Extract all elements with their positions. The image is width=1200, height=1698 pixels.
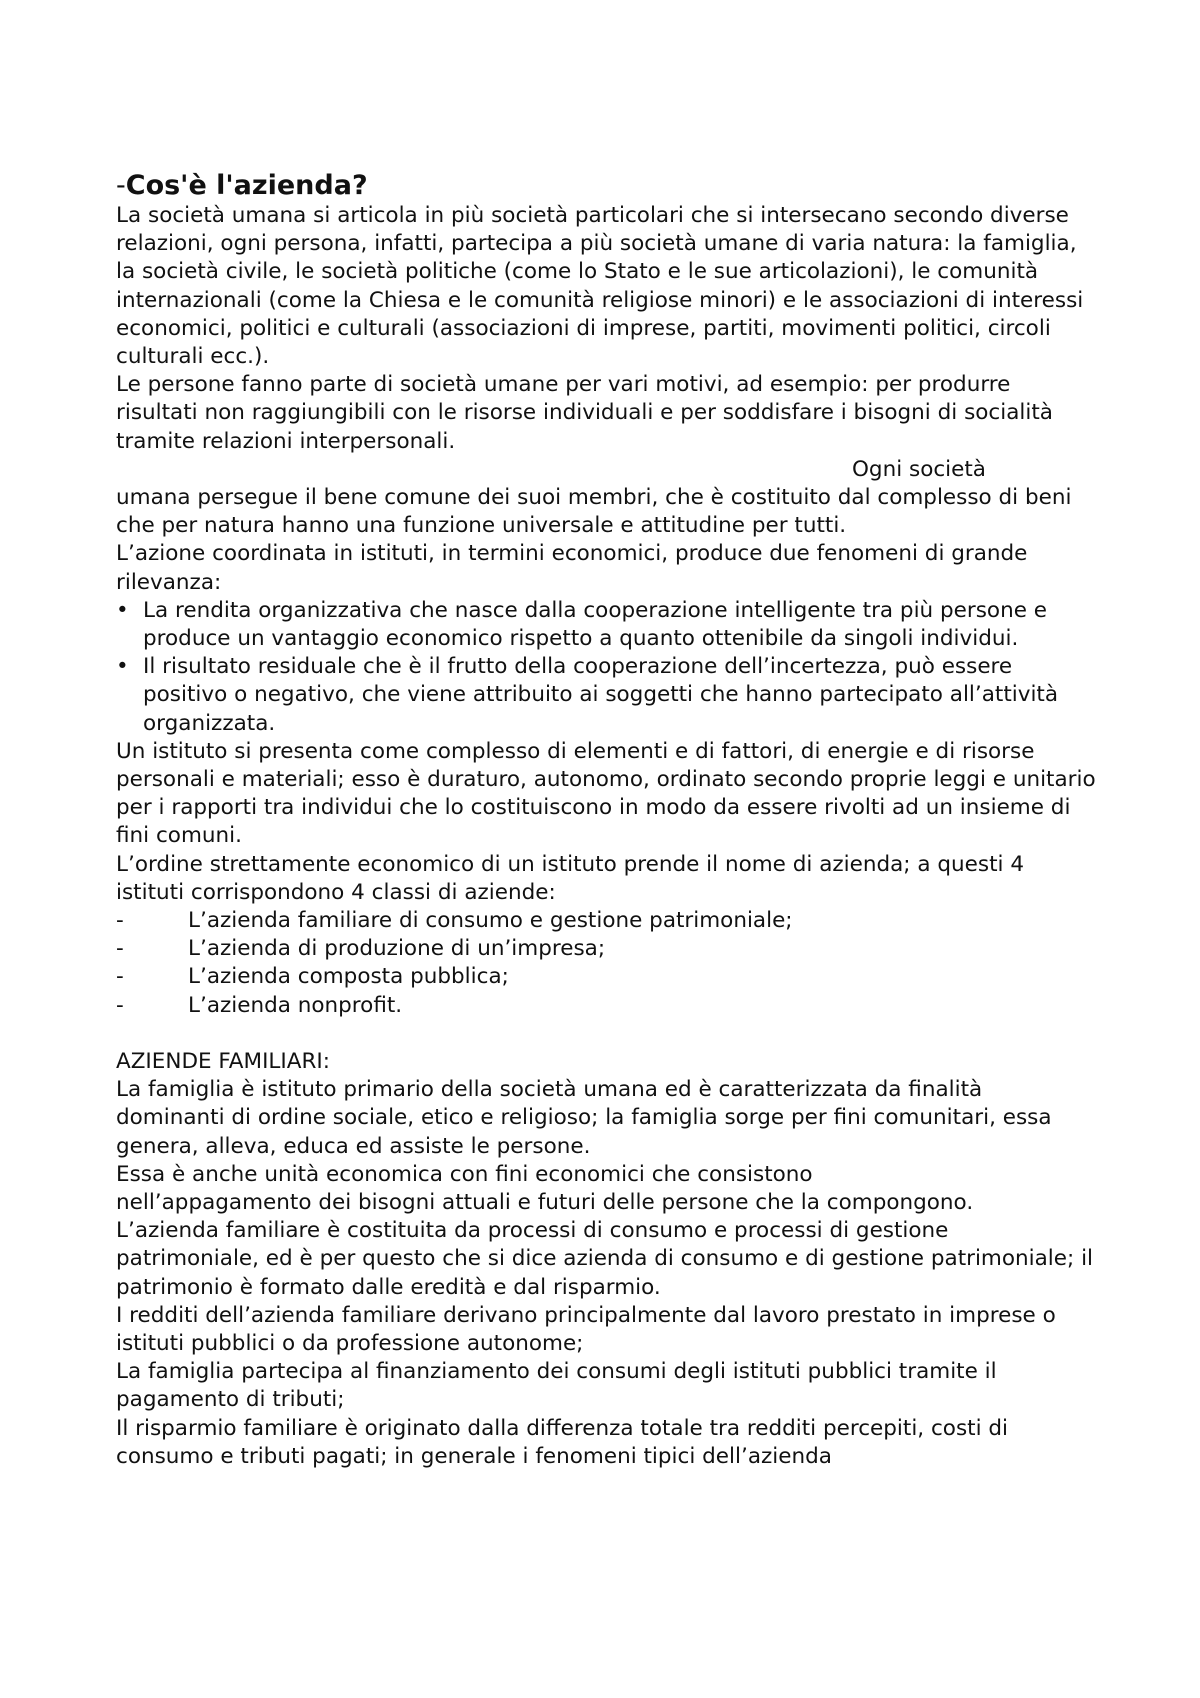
list-item: [116, 597, 1096, 653]
dash-text: L’azienda nonprofit.: [188, 992, 403, 1018]
list-item: [116, 963, 1096, 991]
dash-text: L’azienda di produzione di un’impresa;: [188, 936, 606, 962]
paragraph-unita-economica-line2: nell’appagamento dei bisogni attuali e futuri delle persone che la compongono.: [116, 1189, 974, 1215]
paragraph-unita-economica-line1: Essa è anche unità economica con fini economici che consistono: [116, 1161, 813, 1187]
bullet-text: Il risultato residuale che è il frutto della cooperazione dell’incertezza, può essere positivo o negativo, che viene attribuito ai soggetti che hanno partecipato all’attività organizzata.: [143, 654, 1059, 736]
title-dash: -: [116, 170, 126, 201]
list-item: [116, 907, 1096, 935]
paragraph-tributi: La famiglia partecipa al finanziamento dei consumi degli istituti pubblici tramite il pagamento di tributi;: [116, 1359, 997, 1413]
paragraph-persone: Le persone fanno parte di società umane per vari motivi, ad esempio: per produrre risultati non raggiungibili con le risorse individuali e per soddisfare i bisogni di socialità tramite relazioni interpersonali.: [116, 372, 1053, 454]
paragraph-azione-coordinata: L’azione coordinata in istituti, in termini economici, produce due fenomeni di grande rilevanza:: [116, 541, 1028, 595]
document-page: [116, 170, 1096, 1471]
bullet-icon: •: [116, 597, 129, 623]
spacer: [116, 1020, 1096, 1048]
paragraph-ogni-societa-start: Ogni società: [852, 456, 986, 482]
paragraph-ordine-economico: L’ordine strettamente economico di un istituto prende il nome di azienda; a questi 4 istituti corrispondono 4 classi di aziende:: [116, 851, 1025, 905]
dash-text: L’azienda composta pubblica;: [188, 964, 509, 990]
paragraph-redditi: I redditi dell’azienda familiare derivano principalmente dal lavoro prestato in imprese o istituti pubblici o da professione autonome;: [116, 1302, 1056, 1356]
title-text: Cos'è l'azienda?: [125, 170, 368, 201]
list-item: [116, 992, 1096, 1020]
paragraph-unita-economica: [116, 1161, 1096, 1217]
list-item: [116, 653, 1096, 738]
list-item: [116, 935, 1096, 963]
section-heading: AZIENDE FAMILIARI:: [116, 1048, 330, 1074]
dash-list: [116, 907, 1096, 1020]
bullet-icon: •: [116, 654, 129, 680]
bullet-text: La rendita organizzativa che nasce dalla cooperazione intelligente tra più persone e produce un vantaggio economico rispetto a quanto ottenibile da singoli individui.: [143, 597, 1047, 652]
dash-marker: -: [116, 992, 124, 1018]
dash-marker: -: [116, 908, 124, 934]
dash-text: L’azienda familiare di consumo e gestione patrimoniale;: [188, 908, 793, 934]
paragraph-bene-comune: umana persegue il bene comune dei suoi membri, che è costituito dal complesso di beni che per natura hanno una funzione universale e attitudine per tutti.: [116, 485, 1072, 539]
paragraph-famiglia: La famiglia è istituto primario della società umana ed è caratterizzata da finalità dominanti di ordine sociale, etico e religioso; la famiglia sorge per fini comunitari, essa genera, alleva, educa ed assiste le persone.: [116, 1077, 1052, 1159]
dash-marker: -: [116, 936, 124, 962]
paragraph-azienda-familiare: L’azienda familiare è costituita da processi di consumo e processi di gestione patrimoniale, ed è per questo che si dice azienda di consumo e di gestione patrimoniale; il patrimonio è formato dalle eredità e dal risparmio.: [116, 1218, 1094, 1300]
paragraph-risparmio: Il risparmio familiare è originato dalla differenza totale tra redditi percepiti, costi di consumo e tributi pagati; in generale i fenomeni tipici dell’azienda: [116, 1415, 1009, 1469]
page-title: [116, 170, 1096, 202]
paragraph-societa-umana: La società umana si articola in più società particolari che si intersecano secondo diverse relazioni, ogni persona, infatti, partecipa a più società umane di varia natura: la famiglia, la società civile, le società politiche (come lo Stato e le sue articolazioni), le comunità internazionali (come la Chiesa e le comunità religiose minori) e le associazioni di interessi economici, politici e culturali (associazioni di imprese, partiti, movimenti politici, circoli culturali ecc.).: [116, 203, 1084, 370]
bullet-list: [116, 597, 1096, 738]
dash-marker: -: [116, 964, 124, 990]
paragraph-istituto: Un istituto si presenta come complesso di elementi e di fattori, di energie e di risorse personali e materiali; esso è duraturo, autonomo, ordinato secondo proprie leggi e unitario per i rapporti tra individui che lo costituiscono in modo da essere rivolti ad un insieme di fini comuni.: [116, 738, 1096, 849]
